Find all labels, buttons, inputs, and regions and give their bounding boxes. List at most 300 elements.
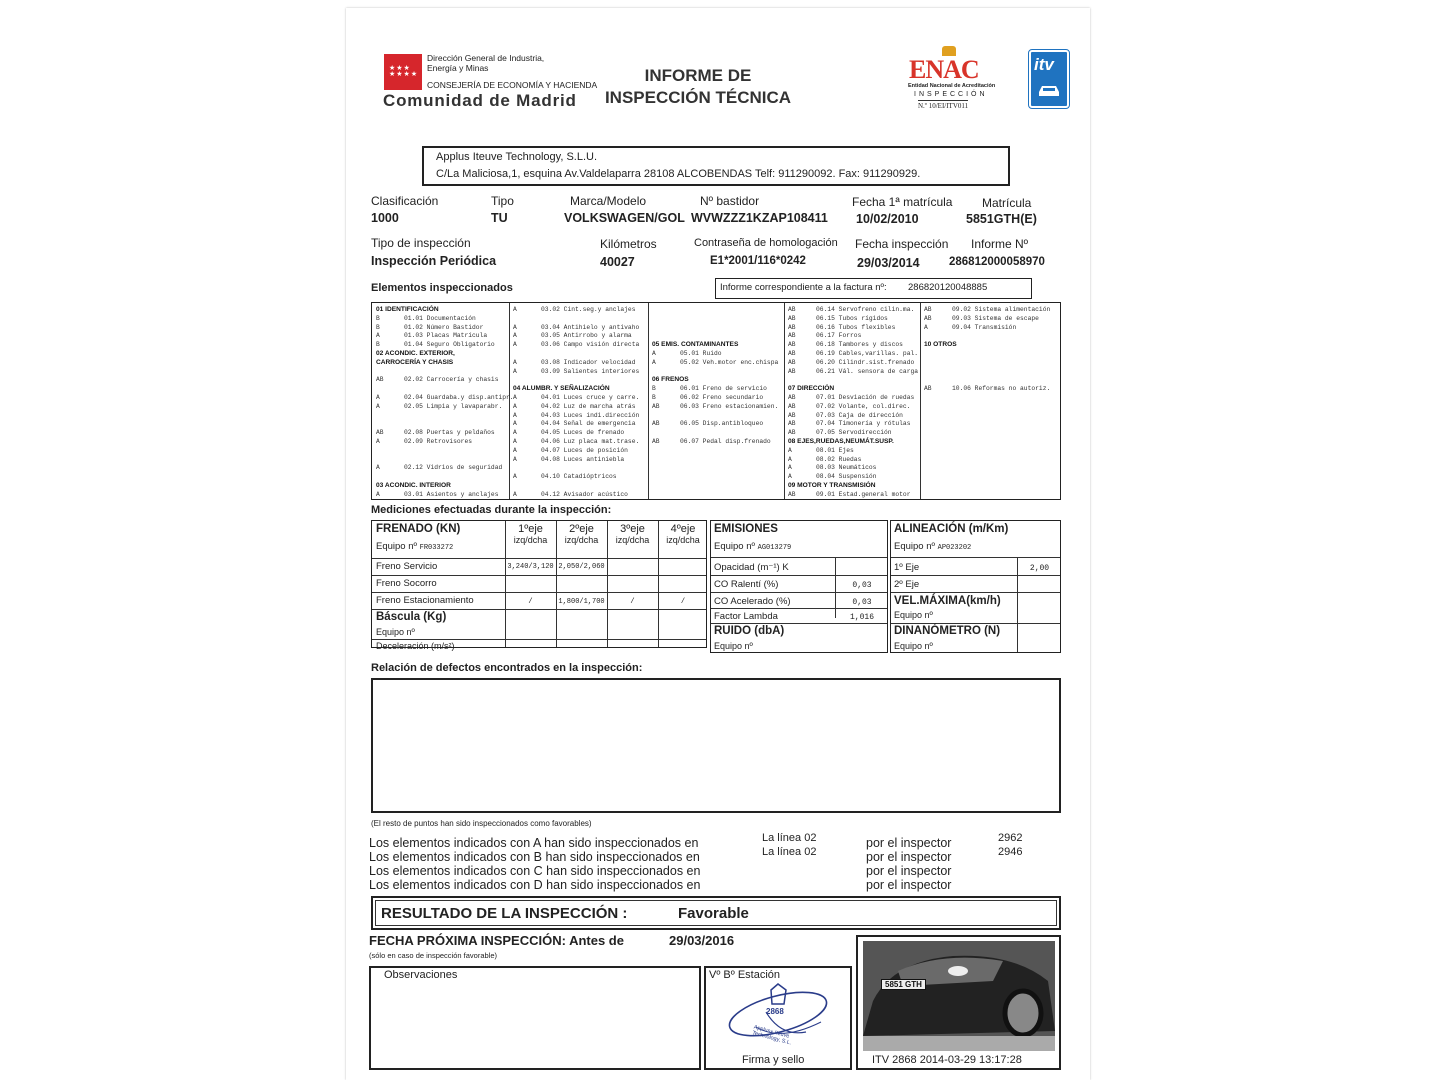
element-label: 03.05 Antirrobo y alarma <box>541 332 632 340</box>
emisiones-title: EMISIONES <box>714 523 778 535</box>
element-label: 05.02 Veh.motor enc.chispa <box>680 358 779 366</box>
car-icon <box>1037 84 1061 98</box>
element-code: AB <box>924 314 932 322</box>
frenado-title: FRENADO (KN) <box>376 523 461 535</box>
element-label: 09.03 Sistema de escape <box>952 314 1039 322</box>
element-item <box>376 341 495 350</box>
emisiones-table <box>710 520 888 653</box>
element-label: 04.07 Luces de posición <box>541 446 628 454</box>
element-label: 04.05 Luces de frenado <box>541 429 625 437</box>
co-ralenti-value: 0,03 <box>852 581 872 590</box>
element-label: 04.12 Avisador acústico <box>541 490 628 498</box>
element-code: A <box>513 394 517 401</box>
inspector-number: 2962 <box>998 832 1023 844</box>
element-item <box>513 350 541 359</box>
freno-est-eje4: / <box>680 598 686 606</box>
element-label: 07.05 Servodirección <box>816 429 892 437</box>
element-item <box>788 350 918 359</box>
element-item <box>513 332 632 341</box>
inspector-line-prefix: Los elementos indicados con B han sido inspeccionados en <box>369 850 700 864</box>
element-item <box>652 412 680 421</box>
element-code: B <box>376 341 380 349</box>
element-item <box>376 324 483 333</box>
element-code: AB <box>788 350 796 357</box>
element-code: AB <box>924 306 932 313</box>
element-item <box>788 306 914 315</box>
element-item <box>788 315 888 324</box>
enac-logo-text: ENAC <box>909 55 979 84</box>
frenado-equipo: Equipo nº FR033272 <box>376 541 454 552</box>
element-label: 04.10 Catadióptricos <box>541 473 617 481</box>
co-ralenti-label: CO Ralentí (%) <box>714 579 779 590</box>
element-item <box>376 464 502 473</box>
element-item <box>788 376 816 385</box>
element-code: AB <box>652 420 660 428</box>
element-label: 09.04 Transmisión <box>952 323 1017 331</box>
element-item <box>788 491 910 500</box>
value-fecha-matricula: 10/02/2010 <box>856 212 919 226</box>
element-item <box>376 473 404 482</box>
inspection-report-page <box>346 8 1090 1080</box>
element-item <box>924 350 952 359</box>
element-code: A <box>376 464 380 472</box>
label-tipo: Tipo <box>491 194 514 208</box>
element-code: A <box>513 332 517 340</box>
bascula-title: Báscula (Kg) <box>376 611 447 623</box>
element-group-header: 04 ALUMBR. Y SEÑALIZACIÓN <box>513 385 610 393</box>
value-matricula: 5851GTH(E) <box>966 212 1037 226</box>
bascula-equipo: Equipo nº <box>376 627 415 637</box>
eje1-label: 1º Eje <box>894 562 920 573</box>
element-code: A <box>652 350 656 357</box>
element-group-header: 10 OTROS <box>924 341 957 349</box>
element-item <box>513 306 635 315</box>
result-value: Favorable <box>678 905 749 922</box>
element-code: AB <box>788 402 796 410</box>
element-item <box>513 359 635 368</box>
freno-servicio-eje1: 3,240/3,120 <box>507 563 554 571</box>
result-box <box>371 896 1061 930</box>
element-label: 06.21 Vál. sensora de carga <box>816 367 919 375</box>
freno-est-eje1: / <box>528 598 533 606</box>
company-box <box>422 146 1010 186</box>
element-item <box>788 473 876 482</box>
freno-est-eje3: / <box>630 598 635 606</box>
element-label: 02.09 Retrovisores <box>404 438 473 445</box>
opacidad-label: Opacidad (m⁻¹) K <box>714 562 789 573</box>
label-kilometros: Kilómetros <box>600 237 657 251</box>
element-label: 06.05 Disp.antibloqueo <box>680 420 764 428</box>
enac-logo <box>906 46 996 116</box>
label-matricula: Matrícula <box>982 196 1032 210</box>
element-label: 03.09 Salientes interiores <box>541 367 640 375</box>
element-item <box>376 315 476 324</box>
element-item <box>924 332 952 341</box>
element-item <box>652 315 680 324</box>
element-label: 08.03 Neumáticos <box>816 464 877 472</box>
element-item <box>376 420 404 429</box>
element-label: 06.20 Cilindr.sist.frenado <box>816 358 915 366</box>
element-item <box>652 420 763 429</box>
row-freno-socorro: Freno Socorro <box>376 578 437 589</box>
element-code: AB <box>788 490 796 498</box>
element-item <box>513 403 635 412</box>
ruido-equipo: Equipo nº <box>714 641 753 651</box>
station-stamp <box>726 982 836 1052</box>
element-item <box>652 403 778 412</box>
element-code: AB <box>788 420 796 428</box>
element-item <box>513 315 541 324</box>
element-item <box>788 447 854 456</box>
element-code: A <box>376 332 380 340</box>
label-homologacion: Contraseña de homologación <box>694 237 838 249</box>
inspector-by-label: por el inspector <box>866 836 952 850</box>
element-item <box>652 394 763 403</box>
invoice-box <box>715 278 1032 299</box>
element-item <box>513 324 639 333</box>
element-code: A <box>376 402 380 410</box>
element-group-header: CARROCERÍA Y CHASIS <box>376 358 454 366</box>
element-item <box>788 394 914 403</box>
element-code: AB <box>788 341 796 349</box>
element-group-header: 05 EMIS. CONTAMINANTES <box>652 341 739 349</box>
element-label: 01.01 Documentación <box>404 314 476 322</box>
element-code: AB <box>376 376 384 384</box>
inspector-by-label: por el inspector <box>866 850 952 864</box>
element-code: A <box>924 323 928 331</box>
element-code: A <box>513 358 517 366</box>
element-item <box>924 315 1039 324</box>
frenado-table <box>371 520 707 651</box>
element-code: A <box>513 402 517 410</box>
element-item <box>376 385 404 394</box>
element-code: A <box>376 490 380 498</box>
element-item <box>788 403 910 412</box>
defects-box <box>371 678 1061 813</box>
value-kilometros: 40027 <box>600 255 635 269</box>
element-item <box>788 464 876 473</box>
label-informe: Informe Nº <box>971 237 1029 251</box>
axle-3-header: 3ºeje izq/dcha <box>615 523 650 545</box>
element-item <box>376 447 404 456</box>
license-plate: 5851 GTH <box>881 979 926 990</box>
element-item <box>513 482 541 491</box>
eje1-value: 2,00 <box>1029 564 1050 573</box>
report-title-line2: INSPECCIÓN TÉCNICA <box>604 88 792 107</box>
element-item <box>924 376 952 385</box>
element-item <box>513 464 541 473</box>
element-label: 04.01 Luces cruce y carre. <box>541 394 640 401</box>
element-item <box>652 332 680 341</box>
org-line-2: Energía y Minas <box>427 63 489 73</box>
value-informe: 286812000058970 <box>949 256 1045 268</box>
element-label: 06.19 Cables,varillas. pal. <box>816 350 919 357</box>
element-item <box>376 429 495 438</box>
element-code: AB <box>788 306 796 313</box>
element-item <box>788 332 861 341</box>
element-label: 04.04 Señal de emergencia <box>541 420 636 428</box>
alineacion-title: ALINEACIÓN (m/Km) <box>894 523 1009 535</box>
element-label: 03.02 Cint.seg.y anclajes <box>541 306 636 313</box>
value-tipo-inspeccion: Inspección Periódica <box>371 254 497 268</box>
inspector-number: 2946 <box>998 846 1023 858</box>
org-line-3: CONSEJERÍA DE ECONOMÍA Y HACIENDA <box>427 80 598 90</box>
element-item <box>652 359 778 368</box>
element-label: 07.02 Volante, col.direc. <box>816 402 911 410</box>
invoice-label: Informe correspondiente a la factura nº: <box>720 282 887 293</box>
company-name: Applus Iteuve Technology, S.L.U. <box>436 151 598 163</box>
element-label: 02.08 Puertas y peldaños <box>404 429 495 437</box>
element-code: B <box>376 323 380 331</box>
element-item <box>376 376 498 385</box>
element-item <box>513 438 639 447</box>
inspector-line-prefix: Los elementos indicados con C han sido inspeccionados en <box>369 864 701 878</box>
element-item <box>652 350 722 359</box>
invoice-value: 286820120048885 <box>908 282 988 293</box>
element-label: 07.01 Desviación de ruedas <box>816 394 915 401</box>
eje2-label: 2º Eje <box>894 579 920 590</box>
element-label: 07.03 Caja de dirección <box>816 411 903 419</box>
next-inspection-label: FECHA PRÓXIMA INSPECCIÓN: Antes de <box>369 933 624 948</box>
next-inspection-date: 29/03/2016 <box>669 933 735 948</box>
element-item <box>513 456 624 465</box>
enac-inspeccion: INSPECCIÓN <box>914 91 988 98</box>
element-code: AB <box>652 402 660 410</box>
element-item <box>788 420 910 429</box>
report-title-line1: INFORME DE <box>644 66 752 85</box>
element-code: B <box>376 314 380 322</box>
photo-box <box>856 935 1061 1070</box>
element-item <box>513 412 639 421</box>
element-label: 10.06 Reformas no autoriz. <box>952 385 1051 393</box>
element-code: A <box>376 394 380 401</box>
element-item <box>652 324 680 333</box>
element-label: 08.02 Ruedas <box>816 455 862 463</box>
element-item <box>513 394 639 403</box>
enac-number: N.º 10/EI/ITV011 <box>918 102 969 110</box>
element-item <box>513 420 635 429</box>
element-label: 01.04 Seguro Obligatorio <box>404 341 495 349</box>
element-item <box>376 438 472 447</box>
defects-title: Relación de defectos encontrados en la inspección: <box>371 662 643 674</box>
element-item <box>376 456 404 465</box>
element-item <box>513 491 628 500</box>
element-label: 04.03 Luces indi.dirección <box>541 411 640 419</box>
element-item <box>376 394 514 403</box>
element-code: A <box>513 455 517 463</box>
photo-caption: ITV 2868 2014-03-29 13:17:28 <box>872 1054 1022 1066</box>
element-item <box>513 473 617 482</box>
element-label: 04.08 Luces antiniebla <box>541 455 625 463</box>
element-label: 06.03 Freno estacionamien. <box>680 402 779 410</box>
row-freno-estacionamiento: Freno Estacionamiento <box>376 595 474 606</box>
element-code: AB <box>788 429 796 437</box>
element-group-header: 09 MOTOR Y TRANSMISIÓN <box>788 482 876 489</box>
label-tipo-inspeccion: Tipo de inspección <box>371 236 471 250</box>
element-code: A <box>513 420 517 428</box>
element-code: AB <box>788 332 796 340</box>
element-code: A <box>513 341 517 349</box>
itv-logo <box>1029 50 1069 108</box>
axle-1-header: 1ºeje izq/dcha <box>513 523 548 545</box>
element-code: AB <box>788 411 796 419</box>
element-code: A <box>788 446 792 454</box>
element-code: A <box>788 464 792 472</box>
inspection-line-value: La línea 02 <box>762 832 817 844</box>
element-code: AB <box>924 385 932 393</box>
vel-maxima-equipo: Equipo nº <box>894 610 933 620</box>
value-tipo: TU <box>491 211 508 225</box>
element-item <box>788 359 914 368</box>
inspector-line-prefix: Los elementos indicados con A han sido inspeccionados en <box>369 836 699 850</box>
element-item <box>788 324 895 333</box>
element-item <box>376 491 498 500</box>
inspector-line-prefix: Los elementos indicados con D han sido inspeccionados en <box>369 878 701 892</box>
axle-4-header: 4ºeje izq/dcha <box>666 523 700 545</box>
element-code: A <box>513 323 517 331</box>
element-label: 03.06 Campo visión directa <box>541 341 640 349</box>
element-label: 08.01 Ejes <box>816 446 854 454</box>
element-label: 01.02 Número Bastidor <box>404 323 484 331</box>
element-code: A <box>513 429 517 437</box>
stamp-number: 2868 <box>766 1007 784 1016</box>
label-fecha-inspeccion: Fecha inspección <box>855 237 949 251</box>
element-code: A <box>376 438 380 445</box>
element-code: A <box>513 473 517 481</box>
lambda-label: Factor Lambda <box>714 611 778 622</box>
element-item <box>513 429 624 438</box>
element-code: A <box>788 455 792 463</box>
alineacion-equipo: Equipo nº AP023202 <box>894 541 972 552</box>
inspector-by-label: por el inspector <box>866 864 952 878</box>
element-code: A <box>652 358 656 366</box>
inspector-by-label: por el inspector <box>866 878 952 892</box>
next-inspection-note: (sólo en caso de inspección favorable) <box>369 951 497 960</box>
element-label: 09.02 Sistema alimentación <box>952 306 1051 313</box>
element-label: 03.01 Asientos y anclajes <box>404 490 499 498</box>
deceleracion-label: Deceleración (m/s²) <box>376 641 455 651</box>
element-group-header: 07 DIRECCIÓN <box>788 385 835 393</box>
vehicle-photo <box>863 941 1055 1051</box>
value-marca: VOLKSWAGEN/GOL <box>564 211 685 225</box>
element-label: 06.16 Tubos flexibles <box>816 323 896 331</box>
label-fecha-matricula: Fecha 1ª matrícula <box>852 195 953 209</box>
element-label: 02.05 Limpia y lavaparabr. <box>404 402 503 410</box>
ruido-title: RUIDO (dbA) <box>714 625 785 637</box>
itv-logo-text: itv <box>1034 55 1054 74</box>
element-label: 05.01 Ruido <box>680 350 722 357</box>
element-group-header: 03 ACONDIC. INTERIOR <box>376 482 451 489</box>
value-bastidor: WVWZZZ1KZAP108411 <box>691 211 828 225</box>
row-freno-servicio: Freno Servicio <box>376 561 438 572</box>
vobo-label: Vº Bº Estación <box>709 969 781 981</box>
inspection-line-value: La línea 02 <box>762 846 817 858</box>
firma-label: Firma y sello <box>742 1054 805 1066</box>
element-label: 06.01 Freno de servicio <box>680 385 767 393</box>
element-item <box>924 324 1016 333</box>
element-label: 02.12 Vidrios de seguridad <box>404 464 503 472</box>
freno-servicio-eje2: 2,050/2,060 <box>558 563 605 571</box>
element-label: 03.04 Antihielo y antivaho <box>541 323 640 331</box>
dinamometro-title: DINANÓMETRO (N) <box>894 625 1001 637</box>
element-label: 06.18 Tambores y discos <box>816 341 903 349</box>
org-line-1: Dirección General de Industria, <box>427 53 545 63</box>
vel-maxima-title: VEL.MÁXIMA(km/h) <box>894 595 1001 607</box>
label-clasificacion: Clasificación <box>371 194 439 208</box>
vobo-box <box>704 966 852 1070</box>
element-code: A <box>513 367 517 375</box>
element-code: B <box>652 394 656 401</box>
element-group-header: 08 EJES,RUEDAS,NEUMÁT.SUSP. <box>788 438 894 445</box>
emisiones-equipo: Equipo nº AG013279 <box>714 541 792 552</box>
element-item <box>788 368 918 377</box>
element-label: 03.08 Indicador velocidad <box>541 358 636 366</box>
element-item <box>652 306 680 315</box>
element-label: 06.15 Tubos rígidos <box>816 314 888 322</box>
label-marca: Marca/Modelo <box>570 194 647 208</box>
value-fecha-inspeccion: 29/03/2014 <box>857 256 920 270</box>
company-address: C/La Maliciosa,1, esquina Av.Valdelaparra 28108 ALCOBENDAS Telf: 911290092. Fax: 911290929. <box>436 168 921 180</box>
alineacion-table <box>890 520 1061 653</box>
element-label: 06.17 Forros <box>816 332 862 340</box>
element-code: AB <box>788 367 796 375</box>
label-bastidor: Nº bastidor <box>700 194 760 208</box>
element-code: A <box>513 411 517 419</box>
value-homologacion: E1*2001/116*0242 <box>710 255 806 267</box>
element-item <box>788 456 861 465</box>
element-label: 07.04 Timonería y rótulas <box>816 420 911 428</box>
element-label: 09.01 Estad.general motor <box>816 490 911 498</box>
element-item <box>788 429 892 438</box>
element-item <box>513 447 628 456</box>
element-item <box>924 306 1050 315</box>
element-code: A <box>513 438 517 445</box>
element-item <box>924 359 952 368</box>
element-item <box>376 403 502 412</box>
element-item <box>513 376 541 385</box>
element-item <box>924 385 1050 394</box>
element-label: 04.06 Luz placa mat.trase. <box>541 438 640 445</box>
element-code: AB <box>788 314 796 322</box>
element-item <box>788 412 903 421</box>
element-item <box>652 385 767 394</box>
element-label: 06.02 Freno secundario <box>680 394 764 401</box>
defects-note: (El resto de puntos han sido inspeccionados como favorables) <box>371 819 592 828</box>
element-item <box>788 341 903 350</box>
element-group-header: 02 ACONDIC. EXTERIOR, <box>376 350 455 357</box>
axle-2-header: 2ºeje izq/dcha <box>564 523 599 545</box>
element-label: 02.02 Carrocería y chasis <box>404 376 499 384</box>
element-label: 01.03 Placas Matrícula <box>404 332 488 340</box>
observaciones-label: Observaciones <box>384 969 458 981</box>
elements-table <box>371 302 1061 500</box>
element-label: 06.07 Pedal disp.frenado <box>680 438 771 445</box>
element-item <box>652 438 771 447</box>
element-item <box>376 368 404 377</box>
element-item <box>652 429 680 438</box>
measurements-title: Mediciones efectuadas durante la inspección: <box>371 504 612 516</box>
element-code: A <box>513 306 517 313</box>
element-label: 08.04 Suspensión <box>816 473 877 481</box>
element-code: A <box>513 446 517 454</box>
element-group-header: 06 FRENOS <box>652 376 689 384</box>
element-item <box>513 368 639 377</box>
co-acelerado-label: CO Acelerado (%) <box>714 596 791 607</box>
element-code: AB <box>788 323 796 331</box>
element-item <box>376 332 487 341</box>
element-item <box>376 412 404 421</box>
element-code: B <box>652 385 656 393</box>
